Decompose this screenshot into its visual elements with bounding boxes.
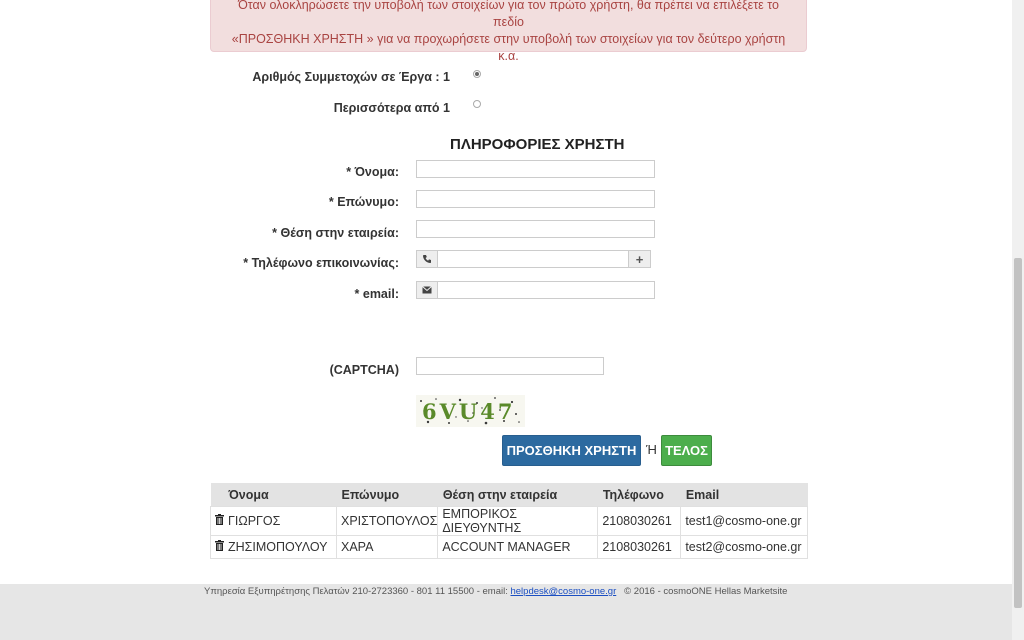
scrollbar-thumb[interactable] (1014, 258, 1022, 608)
phone-input[interactable] (437, 250, 629, 268)
table-row (211, 507, 808, 536)
footer-contact: Υπηρεσία Εξυπηρέτησης Πελατών 210-2723360 - 801 11 15500 - email: (204, 586, 508, 597)
phone-label: * Τηλέφωνο επικοινωνίας: (243, 256, 399, 270)
column-header-phone: Τηλέφωνο (598, 483, 681, 507)
footer-copyright: © 2016 - cosmoONE Hellas Marketsite (624, 586, 788, 597)
envelope-icon (416, 281, 438, 299)
phone-icon (416, 250, 438, 268)
row-surname: ΧΑΡΑ (337, 536, 438, 559)
table-cell-name (211, 507, 337, 536)
captcha-label: (CAPTCHA) (329, 363, 399, 377)
plus-icon: + (635, 251, 644, 267)
participation-option-2-label: Περισσότερα από 1 (333, 101, 450, 115)
row-position: ΕΜΠΟΡΙΚΟΣ ΔΙΕΥΘΥΝΤΗΣ (438, 507, 598, 536)
email-input[interactable] (437, 281, 655, 299)
captcha-input[interactable] (416, 357, 604, 375)
table-header-row (211, 483, 808, 507)
finish-button[interactable]: ΤΕΛΟΣ (661, 435, 712, 466)
position-input[interactable] (416, 220, 655, 238)
alert-line-1: Όταν ολοκληρώσετε την υποβολή των στοιχείων για τον πρώτο χρήστη, θα πρέπει να επιλέξετε το πεδίο (238, 0, 779, 29)
row-email: test1@cosmo-one.gr (681, 507, 808, 536)
position-label: * Θέση στην εταιρεία: (272, 226, 399, 240)
section-title: ΠΛΗΡΟΦΟΡΙΕΣ ΧΡΗΣΤΗ (450, 136, 625, 153)
add-phone-button[interactable] (628, 250, 651, 268)
users-table (210, 483, 808, 559)
row-name: ΓΙΩΡΓΟΣ (228, 514, 281, 528)
row-phone: 2108030261 (598, 507, 681, 536)
trash-icon[interactable] (215, 540, 225, 554)
info-alert (210, 0, 807, 63)
surname-input[interactable] (416, 190, 655, 208)
trash-icon[interactable] (215, 514, 225, 528)
column-header-email: Email (681, 483, 808, 507)
column-header-position: Θέση στην εταιρεία (438, 483, 598, 507)
email-label: * email: (354, 287, 399, 301)
table-cell-name (211, 536, 337, 559)
add-user-button[interactable]: ΠΡΟΣΘΗΚΗ ΧΡΗΣΤΗ (502, 435, 641, 466)
row-name: ΖΗΣΙΜΟΠΟΥΛΟΥ (228, 540, 328, 554)
alert-line-2: «ΠΡΟΣΘΗΚΗ ΧΡΗΣΤΗ » για να προχωρήσετε στην υποβολή των στοιχείων για τον δεύτερο χρήστη κ.α. (231, 32, 786, 63)
table-row (211, 536, 808, 559)
column-header-surname: Επώνυμο (337, 483, 438, 507)
column-header-name: Όνομα (211, 483, 337, 507)
row-email: test2@cosmo-one.gr (681, 536, 808, 559)
participation-option-1-label: Αριθμός Συμμετοχών σε Έργα : 1 (252, 70, 450, 84)
captcha-text: 6VU47 (422, 399, 516, 424)
captcha-image (416, 395, 525, 427)
row-position: ACCOUNT MANAGER (438, 536, 598, 559)
surname-label: * Επώνυμο: (328, 195, 399, 209)
participation-option-2-radio[interactable] (473, 100, 481, 108)
footer-text (204, 585, 787, 599)
helpdesk-email-link[interactable]: helpdesk@cosmo-one.gr (510, 586, 617, 597)
name-label: * Όνομα: (346, 165, 399, 179)
or-text: Ή (646, 442, 657, 457)
name-input[interactable] (416, 160, 655, 178)
participation-option-1-radio[interactable] (473, 70, 481, 78)
row-surname: ΧΡΙΣΤΟΠΟΥΛΟΣ (337, 507, 438, 536)
row-phone: 2108030261 (598, 536, 681, 559)
